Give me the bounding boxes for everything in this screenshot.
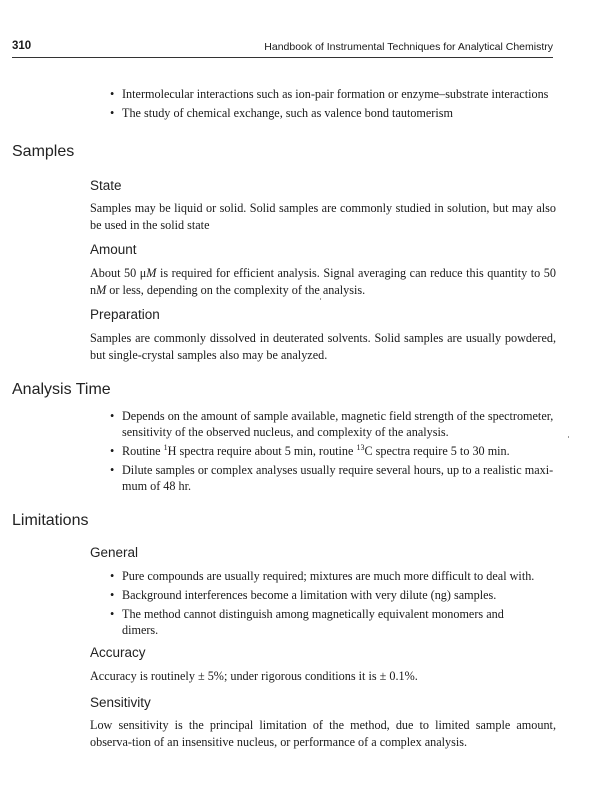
list-item-text: The method cannot distinguish among magnetically equivalent monomers and dimers. [122, 607, 504, 637]
bullet-icon: • [110, 106, 115, 120]
section-heading-samples: Samples [12, 143, 75, 160]
bullet-icon: • [110, 607, 115, 621]
list-item [110, 443, 556, 459]
list-item-text: Pure compounds are usually required; mixtures are much more difficult to deal with. [122, 569, 535, 583]
bullet-icon: • [110, 569, 115, 583]
bullet-icon: • [110, 588, 115, 602]
bullet-icon: • [110, 409, 115, 423]
bullet-icon: • [110, 463, 115, 477]
accuracy-paragraph: Accuracy is routinely ± 5%; under rigorous conditions it is ± 0.1%. [90, 669, 418, 683]
intro-bullet-list [110, 86, 556, 124]
amount-paragraph: About 50 μM is required for efficient analysis. Signal averaging can reduce this quantity to 50 nM or less, depending on the complexity of the analysis. [90, 266, 556, 297]
page-number: 310 [12, 40, 32, 52]
list-item [110, 587, 556, 603]
running-header: Handbook of Instrumental Techniques for Analytical Chemistry [264, 41, 553, 53]
bullet-icon: • [110, 444, 115, 458]
subheading-preparation: Preparation [90, 307, 160, 322]
subheading-sensitivity: Sensitivity [90, 695, 151, 710]
list-item [110, 86, 556, 102]
scan-speck [320, 298, 321, 300]
preparation-paragraph: Samples are commonly dissolved in deuterated solvents. Solid samples are usually powdered, but single-crystal samples also may be analyzed. [90, 331, 556, 362]
subheading-state: State [90, 178, 122, 193]
scan-speck [568, 436, 569, 438]
list-item-text: Dilute samples or complex analyses usually require several hours, up to a realistic maxi-mum of 48 hr. [122, 463, 554, 493]
subheading-general: General [90, 545, 139, 560]
list-item-text: Routine $^1$H spectra require about 5 min, routine $^{13}$C spectra require 5 to 30 min. [122, 442, 510, 458]
analysis-time-bullet-list [110, 408, 556, 497]
sensitivity-paragraph: Low sensitivity is the principal limitation of the method, due to limited sample amount, observa-tion of an insensitive nucleus, or performance of a complex analysis. [90, 718, 556, 749]
subheading-amount: Amount [90, 242, 137, 257]
general-bullet-list [110, 568, 556, 641]
list-item-text: Background interferences become a limitation with very dilute (ng) samples. [122, 588, 497, 602]
list-item [110, 462, 556, 494]
section-heading-limitations: Limitations [12, 512, 89, 529]
list-item [110, 568, 556, 584]
list-item [110, 105, 556, 121]
section-heading-analysis-time: Analysis Time [12, 381, 111, 398]
list-item [110, 408, 556, 440]
list-item-text: Depends on the amount of sample available, magnetic field strength of the spectrometer, sensitivity of the observed nucleus, and complexity of the analysis. [122, 409, 554, 439]
bullet-icon: • [110, 87, 115, 101]
state-paragraph: Samples may be liquid or solid. Solid samples are commonly studied in solution, but may also be used in the solid state [90, 201, 556, 232]
header-rule [12, 57, 553, 58]
list-item-text: The study of chemical exchange, such as valence bond tautomerism [122, 106, 453, 120]
list-item-text: Intermolecular interactions such as ion-pair formation or enzyme–substrate interactions [122, 87, 549, 101]
list-item [110, 606, 512, 638]
subheading-accuracy: Accuracy [90, 645, 146, 660]
